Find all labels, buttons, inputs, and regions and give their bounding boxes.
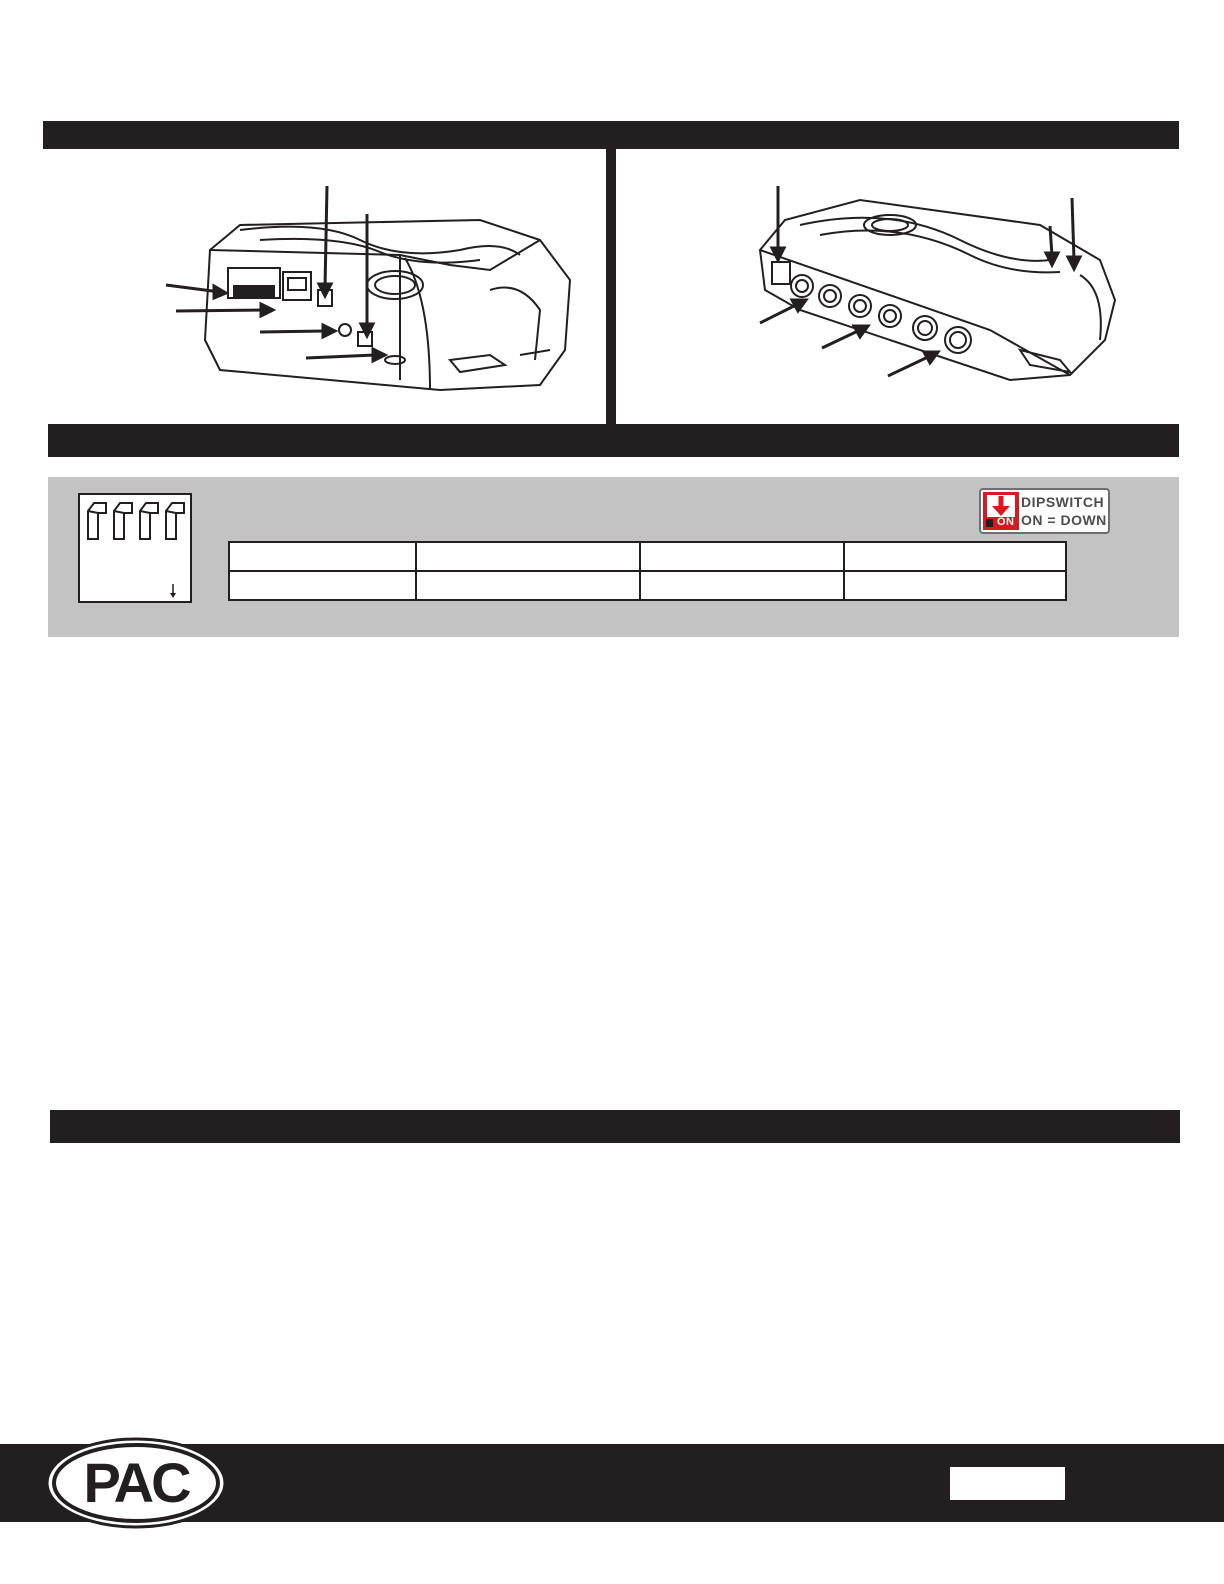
pac-logo: [44, 1436, 228, 1530]
table-cell: [640, 542, 844, 571]
table-cell: [416, 571, 640, 600]
table-cell: [229, 542, 416, 571]
table-cell: [640, 571, 844, 600]
badge-on-label: ON: [997, 516, 1015, 528]
image-divider: [606, 149, 616, 424]
dipswitch-on-down-badge: [979, 488, 1110, 534]
module-rear-view-image: [740, 180, 1140, 400]
badge-line2: ON = DOWN: [1021, 512, 1107, 528]
table-cell: [844, 571, 1066, 600]
table-cell: [229, 571, 416, 600]
footer-page-box: [950, 1467, 1065, 1500]
table-cell: [844, 542, 1066, 571]
dipswitch-settings-table: [228, 541, 1067, 601]
badge-line1: DIPSWITCH: [1021, 494, 1105, 510]
section-header-bar-bottom: [50, 1110, 1180, 1143]
section-header-bar-dipswitch: [48, 424, 1179, 457]
table-cell: [416, 542, 640, 571]
down-arrow-icon: [168, 583, 178, 599]
section-header-bar-top: [43, 121, 1179, 149]
dipswitch-illustration: [78, 493, 192, 603]
table-row: [229, 571, 1066, 600]
module-front-view-image: [160, 180, 590, 410]
table-row: [229, 542, 1066, 571]
pac-logo-text: PAC: [83, 1451, 189, 1514]
dipswitch-toggles-icon: [84, 499, 188, 543]
